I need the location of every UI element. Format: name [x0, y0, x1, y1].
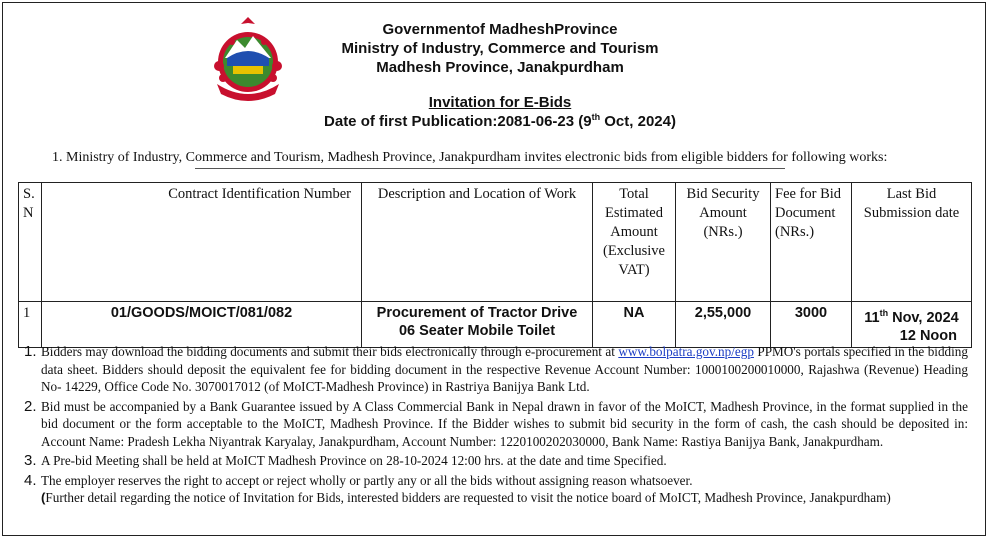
cell-deadline: 11th Nov, 2024 12 Noon	[852, 302, 972, 348]
list-item: 1. Bidders may download the bidding documents and submit their bids electronically through e-procurement at www.bolpatra.gov.np/egp PPMO's portals specified in the bidding data sheet. Bidders should deposit the equivalent fee for bidding document in the respective Revenue Account Number: 1000100200010000, Rajashwa (Revenue) Heading No- 14229, Office Code No. 3070017012 (of MoICT-Madhesh Province) in Rastriya Banijya Bank Ltd.	[24, 343, 968, 394]
notes-list	[24, 343, 968, 509]
col-sn: S. N	[19, 183, 42, 302]
list-item: 3. A Pre-bid Meeting shall be held at MoICT Madhesh Province on 28-10-2024 12:00 hrs. at the date and time Specified.	[24, 452, 667, 469]
col-bid-security: Bid Security Amount (NRs.)	[676, 183, 771, 302]
nepal-emblem-icon	[205, 14, 291, 106]
col-deadline: Last Bid Submission date	[852, 183, 972, 302]
table-header-row	[19, 183, 972, 302]
further-detail: (Further detail regarding the notice of Invitation for Bids, interested bidders are requested to visit the notice board of MoICT, Madhesh Province, Janakpurdham)	[41, 490, 891, 505]
bids-table	[18, 182, 972, 348]
cell-fee: 3000	[771, 302, 852, 348]
header-location: Madhesh Province, Janakpurdham	[376, 59, 624, 76]
invitation-title: Invitation for E-Bids	[428, 94, 572, 111]
bolpatra-link[interactable]: www.bolpatra.gov.np/egp	[618, 344, 754, 359]
divider	[195, 168, 785, 169]
cell-sn: 1	[19, 302, 42, 348]
header-government: Governmentof MadheshProvince	[382, 21, 618, 38]
col-description: Description and Location of Work	[362, 183, 593, 302]
table-row	[19, 302, 972, 348]
header-ministry: Ministry of Industry, Commerce and Tourism	[341, 40, 659, 57]
publication-date: Date of first Publication:2081-06-23 (9th Oct, 2024)	[324, 112, 676, 130]
col-fee: Fee for Bid Document (NRs.)	[771, 183, 852, 302]
cell-security: 2,55,000	[676, 302, 771, 348]
list-item: 2. Bid must be accompanied by a Bank Guarantee issued by A Class Commercial Bank in Nepal drawn in favor of the MoICT, Madhesh Province, in the format supplied in the bid document or the form acceptable to the MoICT, Madhesh Province. If the Bidder wishes to submit bid security in the form of cash, the cash should be deposited in: Account Name: Pradesh Lekha Niyantrak Karyalay, Janakpurdham, Account Number: 1220100202030000, Bank Name: Rastiya Banijya Bank, Janakpurdham.	[24, 397, 968, 449]
col-contract-id: Contract Identification Number	[42, 183, 362, 302]
cell-estimated: NA	[593, 302, 676, 348]
col-estimated-amount: Total Estimated Amount (Exclusive VAT)	[593, 183, 676, 302]
cell-contract-id: 01/GOODS/MOICT/081/082	[42, 302, 362, 348]
intro-paragraph: 1. Ministry of Industry, Commerce and Tourism, Madhesh Province, Janakpurdham invites electronic bids from eligible bidders for following works:	[52, 150, 888, 165]
list-item: 4. The employer reserves the right to accept or reject wholly or partly any or all the bids without assigning reason whatsoever.	[24, 471, 693, 489]
cell-description: Procurement of Tractor Drive 06 Seater Mobile Toilet	[362, 302, 593, 348]
